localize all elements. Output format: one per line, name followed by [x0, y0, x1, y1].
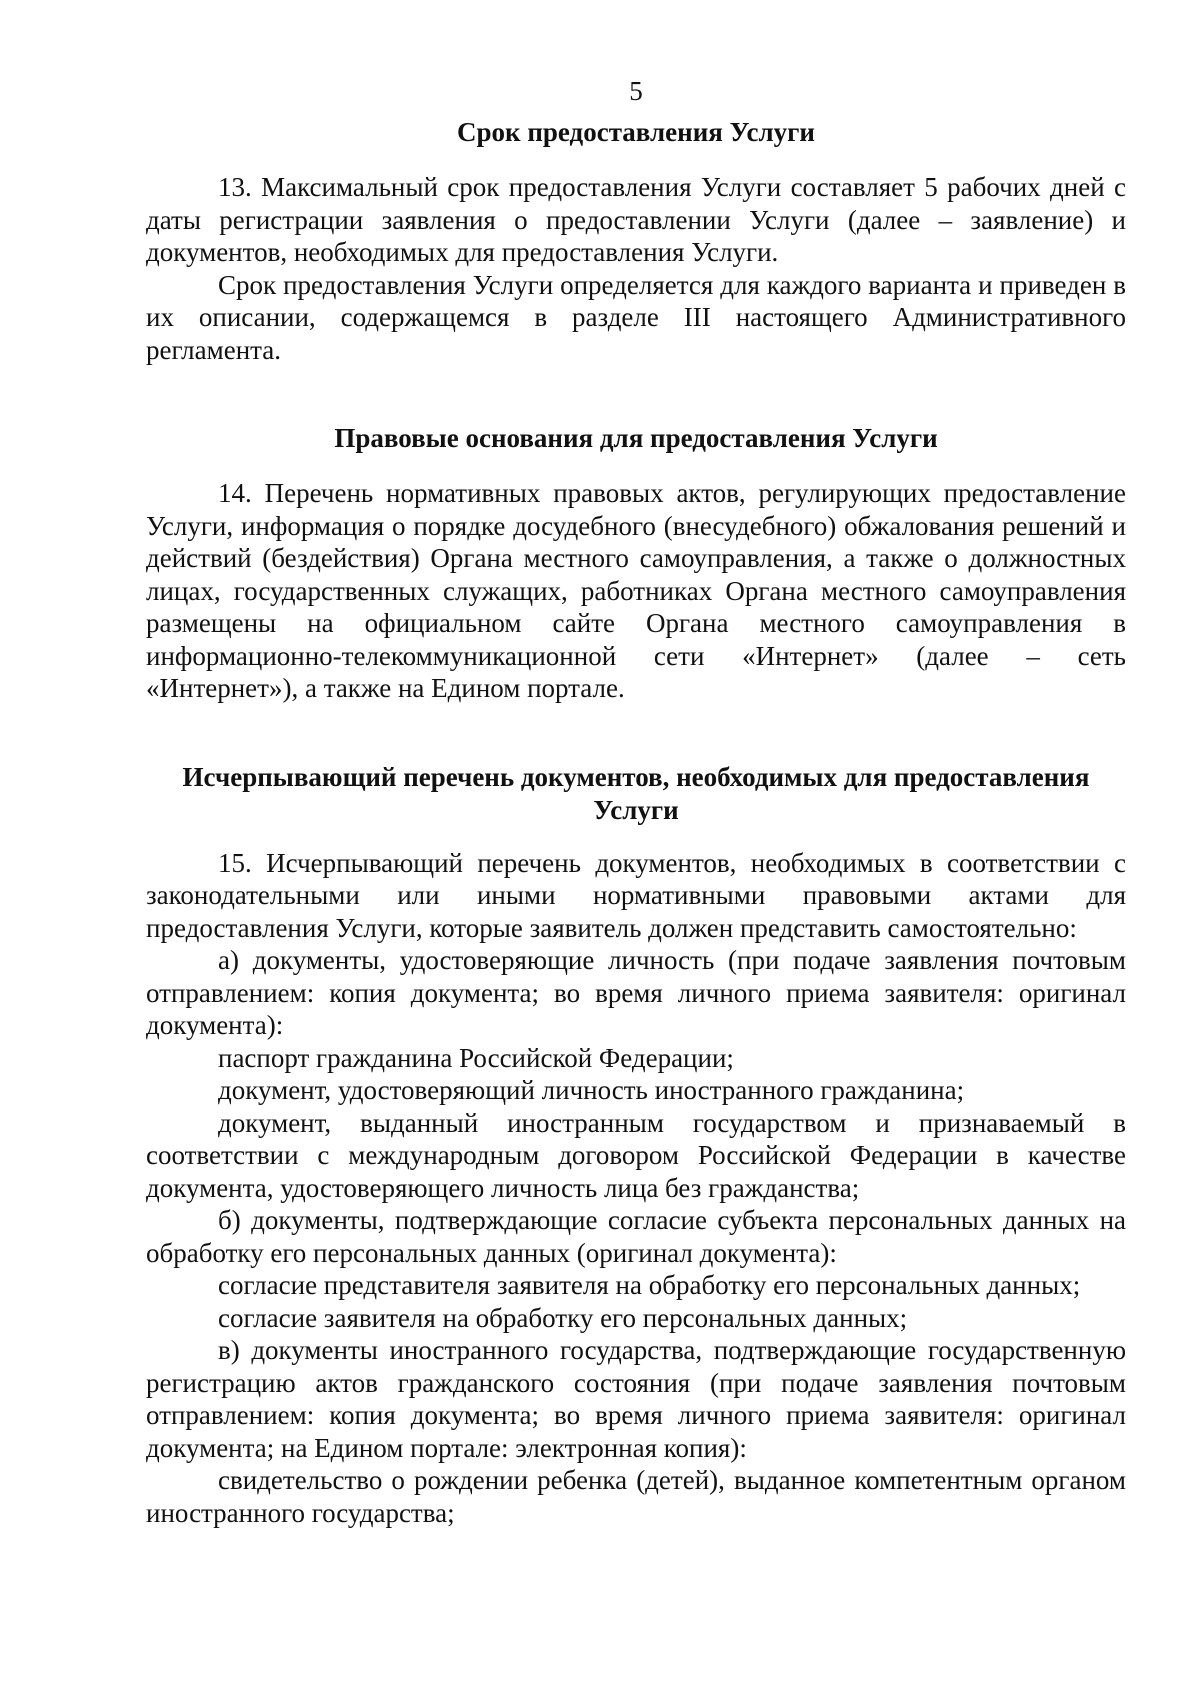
- section-heading-service-term: Срок предоставления Услуги: [457, 117, 815, 147]
- list-item-stateless-id: документ, выданный иностранным государством и признаваемый в соответствии с международным договором Российской Федерации в качестве документа, удостоверяющего личность лица без гражданства;: [146, 1107, 1126, 1203]
- list-item-birth-certificate: свидетельство о рождении ребенка (детей), выданное компетентным органом иностранного государства;: [146, 1465, 1126, 1528]
- list-item-foreign-id: документ, удостоверяющий личность иностранного гражданина;: [218, 1075, 965, 1105]
- section-heading-legal-grounds: Правовые основания для предоставления Услуги: [334, 423, 938, 453]
- item-b-consent-documents: б) документы, подтверждающие согласие субъекта персональных данных на обработку его персональных данных (оригинал документа):: [146, 1205, 1126, 1268]
- document-page: [146, 74, 1126, 1529]
- list-item-applicant-consent: согласие заявителя на обработку его персональных данных;: [218, 1302, 908, 1333]
- item-v-foreign-civil-registration: в) документы иностранного государства, подтверждающие государственную регистрацию актов гражданского состояния (при подаче заявления почтовым отправлением: копия документа; во время личного приема заявителя: оригинал документа; на Едином портале: электронная копия):: [146, 1335, 1126, 1463]
- heading-line-1: Исчерпывающий перечень документов, необходимых для предоставления: [182, 761, 1090, 792]
- paragraph-15: 15. Исчерпывающий перечень документов, необходимых в соответствии с законодательными или иными нормативными правовыми актами для предоставления Услуги, которые заявитель должен представить самостоятельно:: [146, 847, 1126, 943]
- page-number: 5: [629, 76, 643, 106]
- list-item-passport: паспорт гражданина Российской Федерации;: [218, 1042, 734, 1073]
- item-a-identity-documents: а) документы, удостоверяющие личность (при подаче заявления почтовым отправлением: копия документа; во время личного приема заявителя: оригинал документа):: [146, 945, 1126, 1040]
- paragraph-14: 14. Перечень нормативных правовых актов, регулирующих предоставление Услуги, информация о порядке досудебного (внесудебного) обжалования решений и действий (бездействия) Органа местного самоуправления, а также о должностных лицах, государственных служащих, работниках Органа местного самоуправления размещены на официальном сайте Органа местного самоуправления в информационно-телекоммуникационной сети «Интернет» (далее – сеть «Интернет»), а также на Едином портале.: [146, 478, 1126, 703]
- list-item-representative-consent: согласие представителя заявителя на обработку его персональных данных;: [218, 1270, 1081, 1300]
- paragraph-term-variants: Срок предоставления Услуги определяется для каждого варианта и приведен в их описании, содержащемся в разделе III настоящего Административного регламента.: [146, 269, 1126, 365]
- section-heading-documents-list: [146, 761, 1126, 827]
- paragraph-13: 13. Максимальный срок предоставления Услуги составляет 5 рабочих дней с даты регистрации заявления о предоставлении Услуги (далее – заявление) и документов, необходимых для предоставления Услуги.: [146, 172, 1126, 267]
- heading-line-2: Услуги: [593, 794, 679, 825]
